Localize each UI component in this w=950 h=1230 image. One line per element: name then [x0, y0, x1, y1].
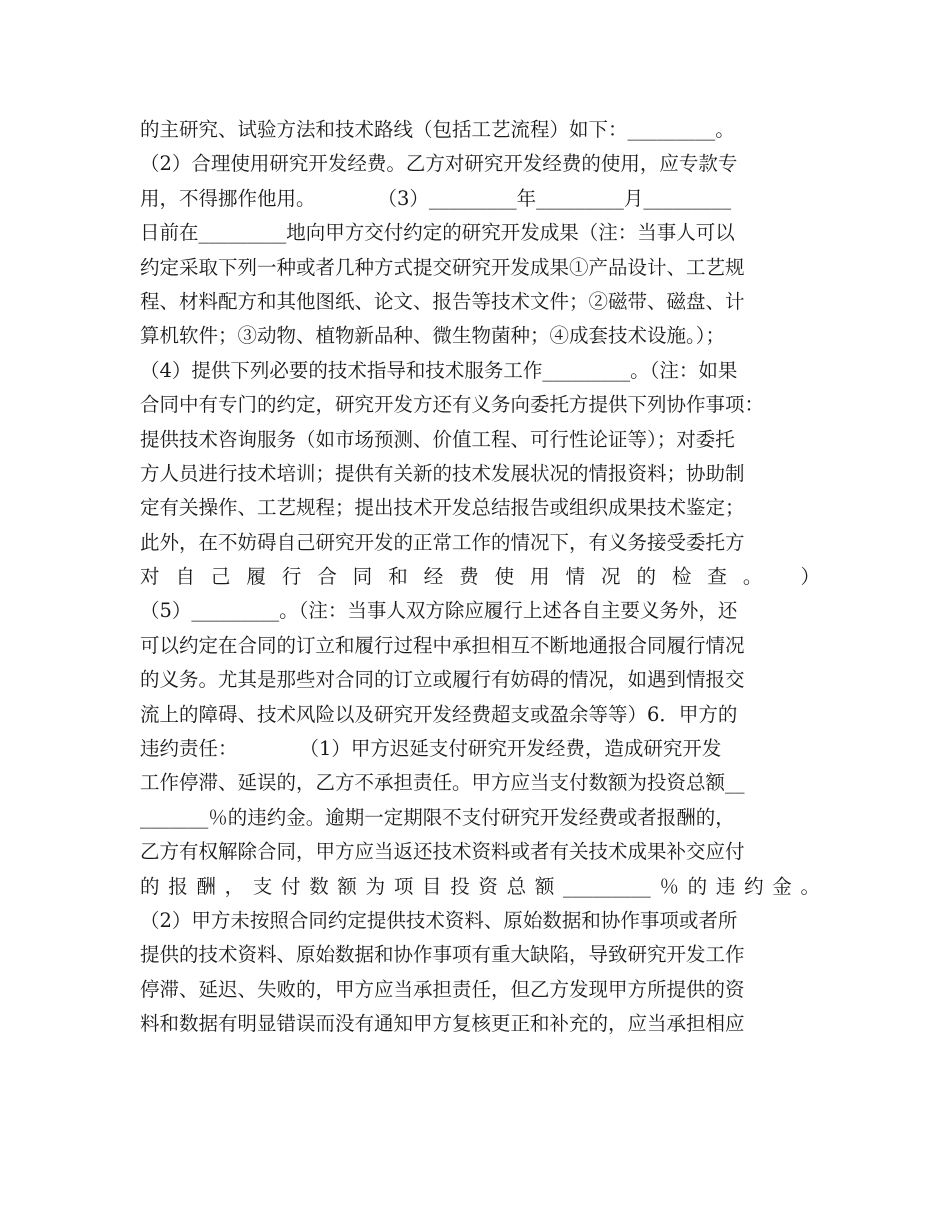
text-line: 程、材料配方和其他图纸、论文、报告等技术文件；②磁带、磁盘、计	[140, 289, 745, 313]
text-line: 流上的障碍、技术风险以及研究开发经费超支或盈余等等）6．甲方的	[140, 702, 738, 726]
text-line: 日前在_________地向甲方交付约定的研究开发成果（注：当事人可以	[140, 221, 735, 245]
text-line: 提供的技术资料、原始数据和协作事项有重大缺陷，导致研究开发工作	[140, 943, 745, 967]
text-line: 的报酬，支付数额为项目投资总额_________％的违约金。	[140, 874, 820, 898]
text-line: 合同中有专门的约定，研究开发方还有义务向委托方提供下列协作事项：	[140, 393, 765, 417]
text-line: 违约责任： （1）甲方迟延支付研究开发经费，造成研究开发	[140, 737, 722, 761]
text-line: （5）_________。（注：当事人双方除应履行上述各自主要义务外，还	[140, 599, 738, 623]
text-line: 方人员进行技术培训；提供有关新的技术发展状况的情报资料；协助制	[140, 461, 745, 485]
contract-body-text	[140, 113, 820, 1042]
text-line: 对自己履行合同和经费使用情况的检查。 ）	[140, 565, 820, 589]
text-line: 工作停滞、延误的，乙方不承担责任。甲方应当支付数额为投资总额__	[140, 771, 745, 795]
text-line: 料和数据有明显错误而没有通知甲方复核更正和补充的，应当承担相应	[140, 1012, 745, 1036]
text-line: 可以约定在合同的订立和履行过程中承担相互不断地通报合同履行情况	[140, 633, 745, 657]
text-line: _______％的违约金。逾期一定期限不支付研究开发经费或者报酬的，	[140, 805, 735, 829]
text-line: （2）甲方未按照合同约定提供技术资料、原始数据和协作事项或者所	[140, 908, 738, 932]
text-line: 约定采取下列一种或者几种方式提交研究开发成果①产品设计、工艺规	[140, 255, 745, 279]
text-line: 用，不得挪作他用。 （3）_________年_________月_________	[140, 186, 732, 210]
text-line: （2）合理使用研究开发经费。乙方对研究开发经费的使用，应专款专	[140, 152, 738, 176]
text-line: 此外，在不妨碍自己研究开发的正常工作的情况下，有义务接受委托方	[140, 530, 745, 554]
text-line: 的主研究、试验方法和技术路线（包括工艺流程）如下：_________。	[140, 118, 735, 141]
text-line: 的义务。尤其是那些对合同的订立或履行有妨碍的情况，如遇到情报交	[140, 668, 745, 692]
text-line: 提供技术咨询服务（如市场预测、价值工程、可行性论证等）；对委托	[140, 427, 735, 451]
text-line: 定有关操作、工艺规程；提出技术开发总结报告或组织成果技术鉴定；	[140, 496, 745, 520]
text-line: （4）提供下列必要的技术指导和技术服务工作_________。（注：如果	[140, 358, 738, 382]
text-line: 算机软件；③动物、植物新品种、微生物菌种；④成套技术设施。）；	[140, 324, 726, 348]
text-line: 停滞、延迟、失败的，甲方应当承担责任，但乙方发现甲方所提供的资	[140, 977, 745, 1001]
text-line: 乙方有权解除合同，甲方应当返还技术资料或者有关技术成果补交应付	[140, 840, 745, 864]
